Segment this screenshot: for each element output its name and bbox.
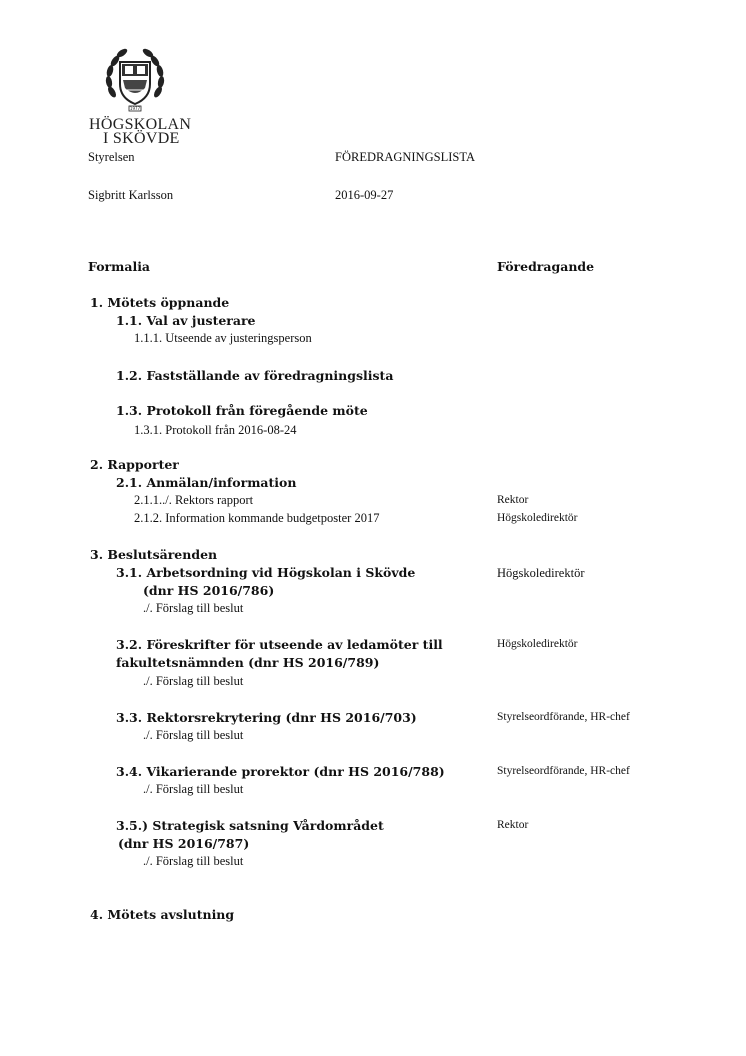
presenter-2-1-1: Rektor	[497, 494, 529, 506]
section-1-title: 1. Mötets öppnande	[90, 295, 230, 310]
presenter-3-5: Rektor	[497, 819, 529, 831]
presenter-3-2: Högskoledirektör	[497, 638, 578, 650]
item-3-4-proposal: ./. Förslag till beslut	[143, 782, 244, 796]
item-3-3-proposal: ./. Förslag till beslut	[143, 728, 244, 742]
presenter-2-1-2: Högskoledirektör	[497, 512, 578, 524]
item-3-1-proposal: ./. Förslag till beslut	[143, 601, 244, 615]
item-3-4-title: 3.4. Vikarierande prorektor (dnr HS 2016/788)	[116, 764, 445, 779]
column-heading-presenter: Föredragande	[497, 259, 595, 274]
presenter-3-3: Styrelseordförande, HR-chef	[497, 711, 630, 723]
item-3-1-title: 3.1. Arbetsordning vid Högskolan i Skövde	[116, 565, 416, 580]
author-name: Sigbritt Karlsson	[88, 188, 174, 202]
section-4-title: 4. Mötets avslutning	[90, 907, 235, 922]
item-3-1-dnr: (dnr HS 2016/786)	[143, 583, 275, 598]
item-3-2-proposal: ./. Förslag till beslut	[143, 674, 244, 688]
item-2-1-2: 2.1.2. Information kommande budgetposter 2017	[134, 511, 380, 525]
item-3-5-proposal: ./. Förslag till beslut	[143, 854, 244, 868]
presenter-3-4: Styrelseordförande, HR-chef	[497, 765, 630, 777]
item-1-2: 1.2. Fastställande av föredragningslista	[116, 368, 394, 383]
document-date: 2016-09-27	[335, 188, 394, 202]
document-type: FÖREDRAGNINGSLISTA	[335, 150, 475, 164]
item-2-1-1: 2.1.1../. Rektors rapport	[134, 493, 254, 507]
section-3-title: 3. Beslutsärenden	[90, 547, 218, 562]
item-3-5-dnr: (dnr HS 2016/787)	[118, 836, 250, 851]
presenter-3-1: Högskoledirektör	[497, 566, 585, 580]
university-seal-logo	[103, 44, 167, 118]
section-2-title: 2. Rapporter	[90, 457, 179, 472]
seal-year: 1977	[129, 106, 141, 111]
item-3-3-title: 3.3. Rektorsrekrytering (dnr HS 2016/703)	[116, 710, 417, 725]
item-3-2-title: 3.2. Föreskrifter för utseende av ledamöter till	[116, 637, 443, 652]
item-1-1: 1.1. Val av justerare	[116, 313, 256, 328]
university-name-line2: I SKÖVDE	[103, 130, 180, 147]
board-label: Styrelsen	[88, 150, 135, 164]
item-1-3: 1.3. Protokoll från föregående möte	[116, 403, 368, 418]
column-heading-formalia: Formalia	[88, 259, 151, 274]
item-3-2-dnr: fakultetsnämnden (dnr HS 2016/789)	[116, 655, 380, 670]
item-3-5-title: 3.5.) Strategisk satsning Vårdområdet	[116, 818, 384, 833]
item-2-1: 2.1. Anmälan/information	[116, 475, 297, 490]
university-name-line1: HÖGSKOLAN	[89, 116, 192, 133]
item-1-1-1: 1.1.1. Utseende av justeringsperson	[134, 331, 312, 345]
item-1-3-1: 1.3.1. Protokoll från 2016-08-24	[134, 423, 297, 437]
